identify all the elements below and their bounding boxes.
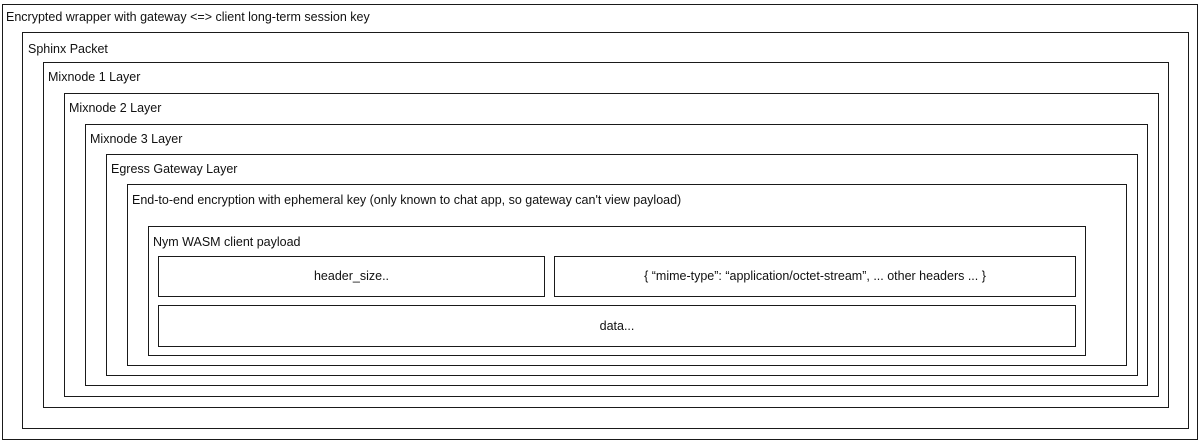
mixnode-2-layer-label: Mixnode 2 Layer [69, 101, 162, 115]
egress-gateway-layer-label: Egress Gateway Layer [111, 162, 238, 176]
data-text: data... [599, 319, 635, 333]
header-size-text: header_size.. [313, 269, 390, 283]
encrypted-wrapper-label: Encrypted wrapper with gateway <=> client long-term session key [6, 10, 370, 24]
mixnode-1-layer-label: Mixnode 1 Layer [48, 70, 141, 84]
mixnode-3-layer-label: Mixnode 3 Layer [90, 132, 183, 146]
e2e-encryption-label: End-to-end encryption with ephemeral key (only known to chat app, so gateway can't view payload) [132, 193, 682, 207]
nym-wasm-payload-label: Nym WASM client payload [153, 235, 301, 249]
sphinx-packet-label: Sphinx Packet [28, 42, 108, 56]
headers-text: { “mime-type”: “application/octet-stream”, ... other headers ... } [644, 269, 986, 283]
